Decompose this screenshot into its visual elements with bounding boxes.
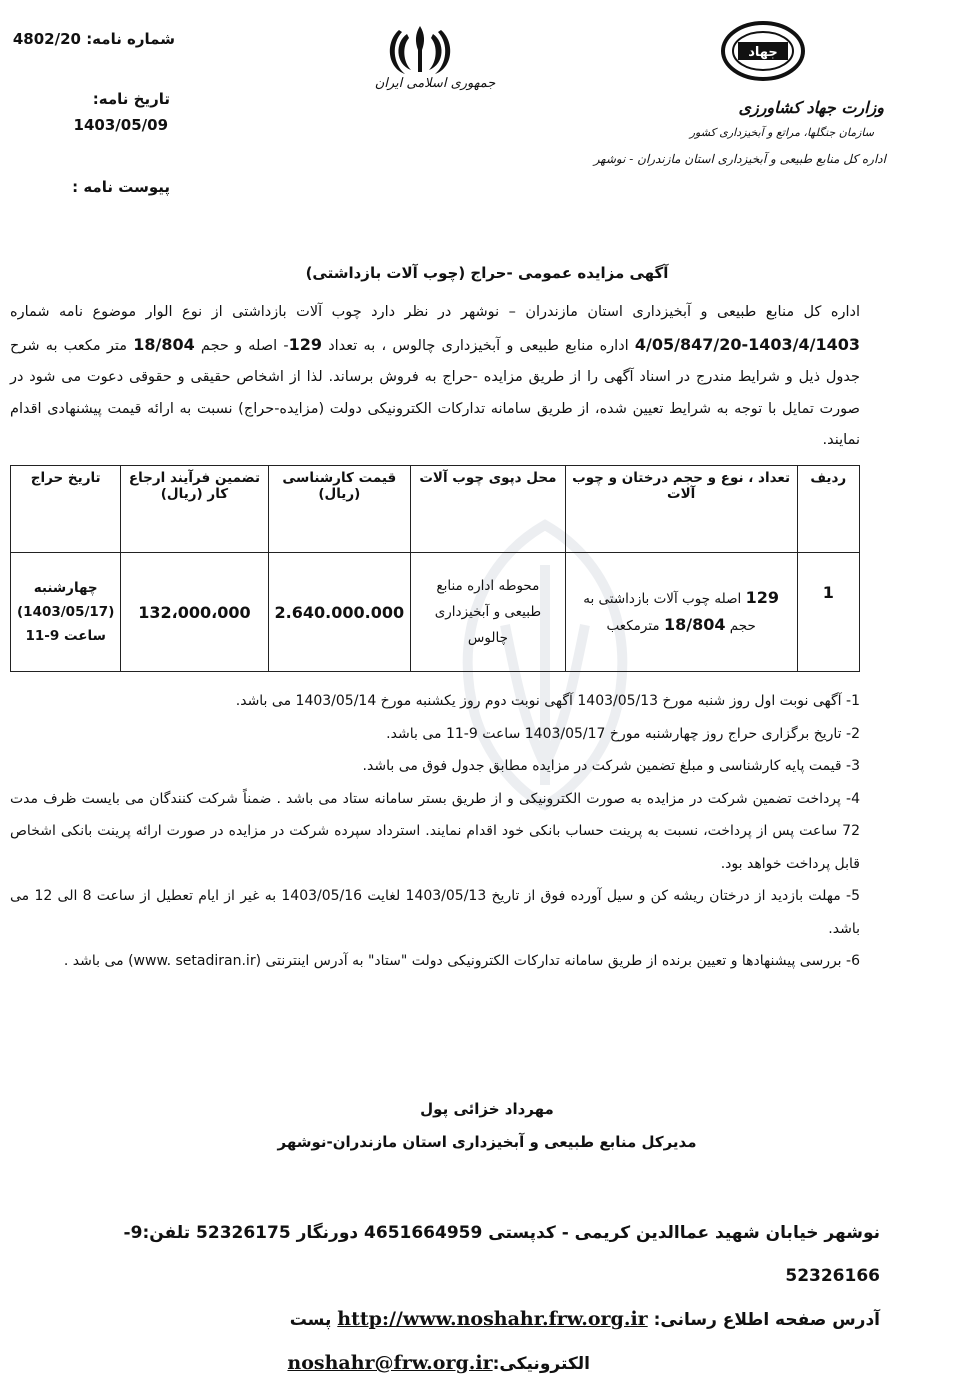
footer-contact xyxy=(30,1212,880,1386)
signatory-name: مهرداد خزائی پول xyxy=(420,1100,554,1118)
jihad-logo-icon xyxy=(718,18,808,84)
intro-letter-ref: 1403/4/1403-4/05/847/20 xyxy=(634,334,861,354)
footer-email-label-b: الکترونیکی: xyxy=(492,1354,590,1374)
signatory-position: مدیرکل منابع طبیعی و آبخیزداری استان مازندران-نوشهر xyxy=(277,1133,697,1151)
organization-line-1: سازمان جنگلها، مراتع و آبخیزداری کشور xyxy=(689,126,874,139)
cell-date-day: چهارشنبه xyxy=(33,580,98,596)
cell-desc-count: 129 xyxy=(745,588,779,607)
footer-email-label-a: پست xyxy=(289,1310,332,1330)
republic-caption: جمهوری اسلامی ایران xyxy=(374,76,496,91)
footer-website-line xyxy=(30,1298,880,1342)
cell-description xyxy=(565,553,797,672)
intro-part-2: اداره منابع طبیعی و آبخیزداری چالوس ، به تعداد xyxy=(328,337,629,354)
cell-date xyxy=(11,553,121,672)
cell-depot: محوطه اداره منابع طبیعی و آبخیزداری چالوس xyxy=(411,553,566,672)
cell-date-value: (1403/05/17) xyxy=(17,604,115,620)
table-header-row xyxy=(11,466,860,553)
auction-table xyxy=(10,465,860,672)
cell-desc-text-1: اصله چوب آلات بازداشتی به حجم xyxy=(583,591,756,634)
ministry-name: وزارت جهاد کشاورزی xyxy=(738,98,884,117)
letter-date-label: تاریخ نامه: xyxy=(92,90,170,108)
email-link[interactable]: noshahr@frw.org.ir xyxy=(287,1352,493,1374)
intro-paragraph xyxy=(10,297,860,457)
note-item: 3- قیمت پایه کارشناسی و مبلغ تضمین شرکت در مزایده مطابق جدول فوق می باشد. xyxy=(362,758,860,774)
cell-guarantee: 132،000،000 xyxy=(121,553,268,672)
header-description: تعداد ، نوع و حجم درختان و چوب آلات xyxy=(565,466,797,553)
letter-number-label: شماره نامه: xyxy=(86,30,175,48)
cell-desc-volume: 18/804 xyxy=(663,615,726,634)
intro-part-4: متر مکعب به شرح جدول ذیل و شرایط مندرج در اسناد آگهی را از طریق مزایده -حراج به فروش برساند. لذا از اشخاص حقیقی و حقوقی دعوت می شود در صورت تمایل با توجه به شرایط تعیین شده، از طریق سامانه تدارکات الکترونیکی دولت (مزایده-حراج) نسبت به ارائه قیمت پیشنهادی اقدام نمایند. xyxy=(10,337,860,448)
header-depot: محل دپوی چوب آلات xyxy=(411,466,566,553)
website-link[interactable]: http://www.noshahr.frw.org.ir xyxy=(337,1308,648,1330)
footer-email-line xyxy=(30,1342,880,1386)
header-price: قیمت کارشناسی (ریال) xyxy=(268,466,411,553)
cell-desc-text-2: مترمکعب xyxy=(606,618,660,634)
intro-part-1: اداره کل منابع طبیعی و آبخیزداری استان مازندران – نوشهر در نظر دارد چوب آلات بازداشتی از نوع الوار موضوع نامه شماره xyxy=(10,304,860,320)
note-item: 4- پرداخت تضمین شرکت در مزایده به صورت الکترونیکی و از طریق بستر سامانه ستاد می باشد . ضمناً شرکت کنندگان می بایست ظرف مدت 72 ساعت پس از پرداخت، نسبت به پرینت حساب بانکی خود اقدام نمایند. استرداد سپرده شرکت در مزایده در صورت ارائه پرینت بانکی اشخاص قابل پرداخت خواهد بود. xyxy=(10,790,860,872)
letter-number xyxy=(12,30,175,48)
footer-address: نوشهر خیابان شهید عماالدین کریمی - کدپستی 4651664959 دورنگار 52326175 تلفن:9-52326166 xyxy=(123,1223,880,1286)
footer-website-label: آدرس صفحه اطلاع رسانی: xyxy=(653,1310,880,1330)
note-item: 6- بررسی پیشنهادها و تعیین برنده از طریق سامانه تدارکات الکترونیکی دولت "ستاد" به آدرس اینترنتی (www. setadiran.ir) می باشد . xyxy=(63,953,860,969)
cell-date-time: ساعت 9-11 xyxy=(25,628,106,644)
iran-emblem-icon xyxy=(385,20,455,80)
intro-part-3: - اصله و حجم xyxy=(200,337,289,354)
notice-title: آگهی مزایده عمومی -حراج (چوب آلات بازداشتی) xyxy=(305,264,669,282)
cell-row-no: 1 xyxy=(797,553,859,672)
signature-block xyxy=(0,1093,974,1159)
note-item: 5- مهلت بازدید از درختان ریشه کن و سیل آورده فوق از تاریخ 1403/05/13 لغایت 1403/05/16 به غیر از ایام تعطیل از ساعت 8 الی 12 می باشد. xyxy=(10,888,860,937)
header-row-no: ردیف xyxy=(797,466,859,553)
logo-text: جهاد xyxy=(748,45,778,60)
intro-count: 129 xyxy=(288,334,322,354)
note-item: 2- تاریخ برگزاری حراج روز چهارشنبه مورخ 1403/05/17 ساعت 9-11 می باشد. xyxy=(386,725,860,742)
letter-date-value: 1403/05/09 xyxy=(73,116,168,134)
cell-price: 2.640.000.000 xyxy=(268,553,411,672)
notes-list xyxy=(10,685,860,978)
organization-line-2: اداره کل منابع طبیعی و آبخیزداری استان مازندران - نوشهر xyxy=(593,152,886,166)
note-item: 1- آگهی نوبت اول روز شنبه مورخ 1403/05/13 آگهی نوبت دوم روز یکشنبه مورخ 1403/05/14 می باشد. xyxy=(235,693,860,709)
table-row xyxy=(11,553,860,672)
header-date: تاریخ حراج xyxy=(11,466,121,553)
attachment-label: پیوست نامه : xyxy=(72,178,170,196)
letter-number-value: 4802/20 xyxy=(12,30,81,48)
header-guarantee: تضمین فرآیند ارجاع کار (ریال) xyxy=(121,466,268,553)
intro-volume: 18/804 xyxy=(133,334,195,354)
